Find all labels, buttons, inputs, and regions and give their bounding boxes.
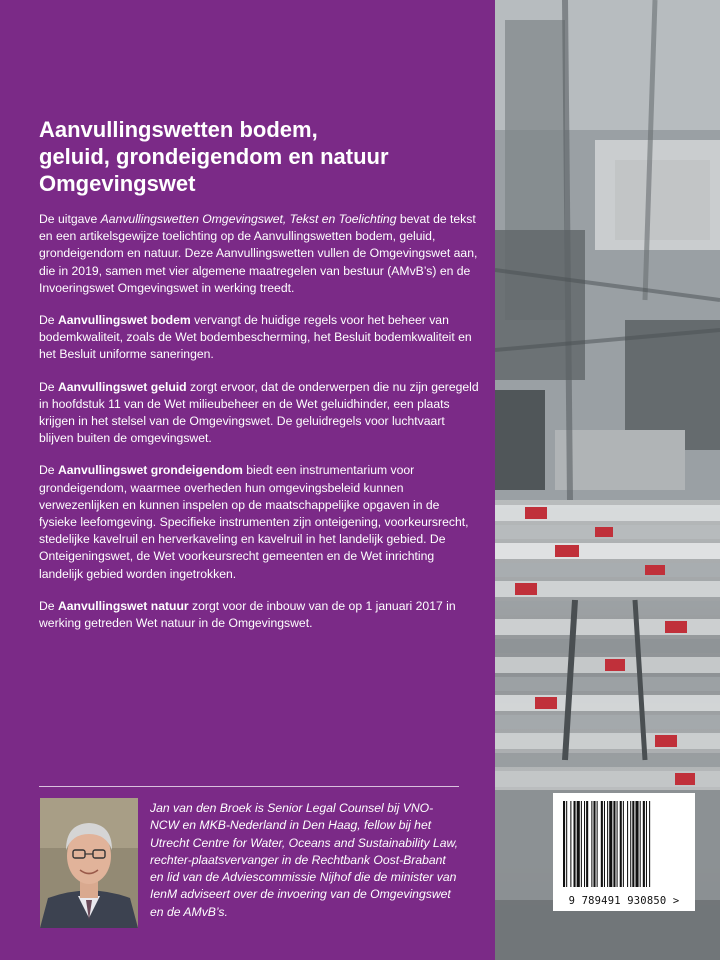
barcode-bar <box>620 801 622 887</box>
barcode-bar <box>649 801 650 887</box>
intro-paragraph <box>39 211 479 297</box>
title-line-2: geluid, grondeigendom en natuur <box>39 144 389 169</box>
barcode-bar <box>630 801 631 887</box>
description <box>39 211 479 647</box>
barcode-bar <box>627 801 628 887</box>
barcode-bar <box>593 801 595 887</box>
intro-book-title: Aanvullingswetten Omgevingswet, Tekst en Toelichting <box>100 212 397 226</box>
geluid-heading: Aanvullingswet geluid <box>57 379 187 394</box>
barcode-bar <box>574 801 576 887</box>
geluid-post: zorgt ervoor, dat de onderwerpen die nu zijn geregeld in hoofdstuk 11 van de Wet milieubeheer en de Wet geluidhinder, een plaats krijgen in het stelsel van de Omgevingswet. De geluidregels voor luchtvaart blijven buiten de omgevingswet. <box>39 379 479 446</box>
barcode-bar <box>646 801 647 887</box>
intro-post: bevat de tekst en een artikelsgewijze toelichting op de Aanvullingswetten bodem, geluid, grondeigendom en natuur. Deze Aanvullingswetten vullen de Omgevingswet aan, die in 2019, samen met vier algemene maatregelen van bestuur (AMvB’s) en de Invoeringswet Omgevingswet in werking treedt. <box>39 212 478 295</box>
barcode-bar <box>581 801 582 887</box>
title <box>39 116 479 197</box>
barcode-bar <box>570 801 571 887</box>
bodem-post: vervangt de huidige regels voor het beheer van bodemkwaliteit, zoals de Wet bodembescherming, het Besluit bodemkwaliteit en het Besluit uniforme saneringen. <box>39 313 472 362</box>
barcode-bar <box>609 801 612 887</box>
barcode-bar <box>601 801 603 887</box>
geluid-paragraph <box>39 379 479 448</box>
divider <box>39 786 459 787</box>
natuur-paragraph <box>39 598 479 632</box>
barcode-bar <box>623 801 624 887</box>
barcode-bar <box>566 801 567 887</box>
geluid-pre: De <box>39 379 58 394</box>
bodem-paragraph <box>39 312 479 364</box>
barcode-bar <box>584 801 585 887</box>
grondeigendom-post: biedt een instrumentarium voor grondeigendom, waarmee overheden hun omgevingsbeleid kunnen verwezenlijken en kunnen inspelen op de maatschappelijke opgaven in de fysieke leefomgeving. Specifieke instrumenten zijn onteigening, voorkeursrecht, stedelijke kavelruil en herverkaveling en kavelruil in het landelijk gebied. De Onteigeningswet, de Wet voorkeursrecht gemeenten en de Wet inrichting landelijk gebied worden ingetrokken. <box>39 463 469 581</box>
barcode-bar <box>591 801 592 887</box>
barcode-bar <box>632 801 634 887</box>
grondeigendom-heading: Aanvullingswet grondeigendom <box>57 463 243 478</box>
barcode-bar <box>607 801 608 887</box>
barcode-bar <box>586 801 588 887</box>
grondeigendom-pre: De <box>39 463 58 478</box>
author-bio: Jan van den Broek is Senior Legal Counsel bij VNO-NCW en MKB-Nederland in Den Haag, fellow bij het Utrecht Centre for Water, Oceans and Sustainability Law, rechter-plaatsvervanger in de Rechtbank Oost-Brabant en lid van de Adviescommissie Nijhof die de minister van IenM adviseert over de invoering van de Omgevingswet en de AMvB’s. <box>150 801 459 919</box>
barcode-bar <box>597 801 598 887</box>
title-line-3: Omgevingswet <box>39 171 196 196</box>
barcode <box>553 793 695 911</box>
barcode-bar <box>635 801 638 887</box>
barcode-bar <box>643 801 645 887</box>
barcode-bar <box>563 801 565 887</box>
natuur-heading: Aanvullingswet natuur <box>57 598 189 613</box>
bodem-pre: De <box>39 313 58 328</box>
barcode-bar <box>577 801 580 887</box>
bodem-heading: Aanvullingswet bodem <box>57 313 191 328</box>
barcode-bars <box>553 793 695 893</box>
author-photo <box>40 798 138 928</box>
title-line-1: Aanvullingswetten bodem, <box>39 117 318 142</box>
barcode-bar <box>613 801 615 887</box>
natuur-pre: De <box>39 598 58 613</box>
barcode-number: 9 789491 930850 > <box>568 895 680 907</box>
barcode-bar <box>640 801 641 887</box>
author-portrait <box>40 798 138 928</box>
barcode-bar <box>604 801 605 887</box>
barcode-bar <box>617 801 618 887</box>
intro-pre: De uitgave <box>39 212 101 226</box>
natuur-post: zorgt voor de inbouw van de op 1 januari 2017 in werking getreden Wet natuur in de Omgevingswet. <box>39 598 456 631</box>
grondeigendom-paragraph <box>39 462 479 582</box>
